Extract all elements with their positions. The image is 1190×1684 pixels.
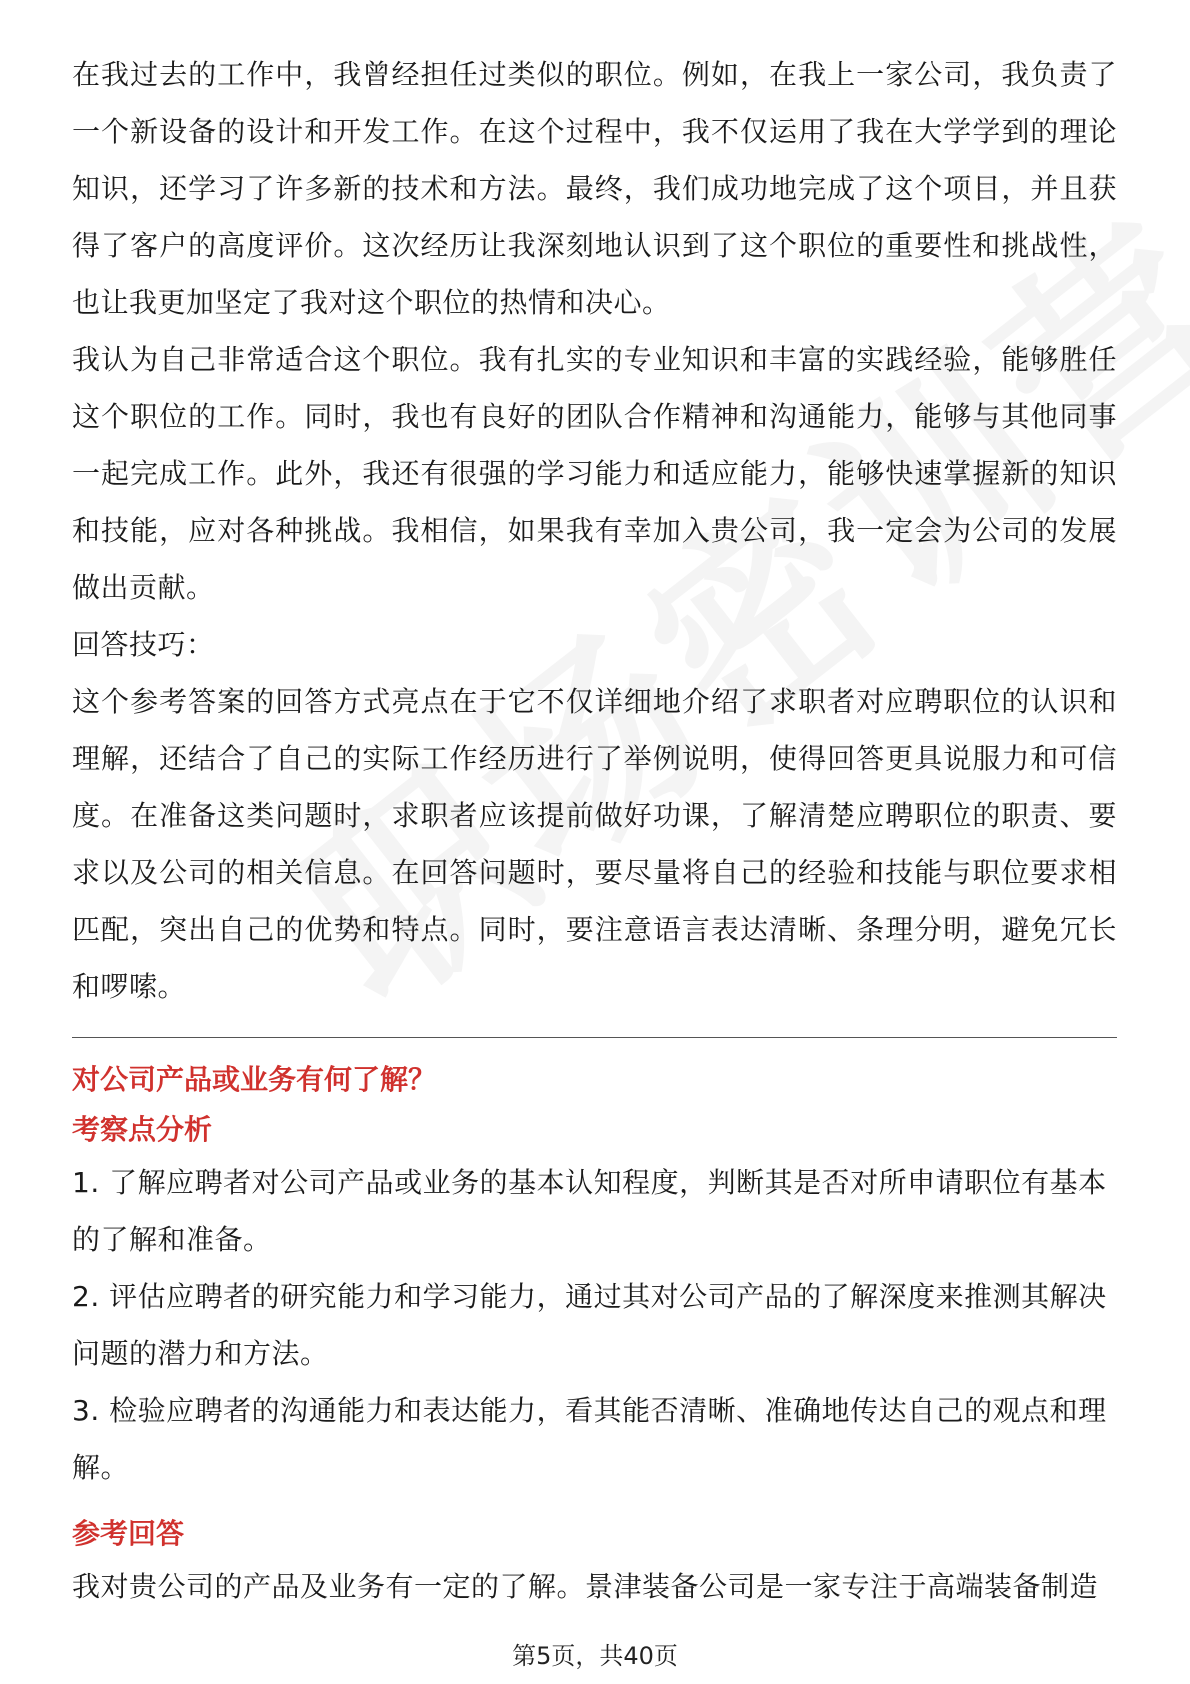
page-content	[72, 46, 1117, 1615]
paragraph-answer-tips: 这个参考答案的回答方式亮点在于它不仅详细地介绍了求职者对应聘职位的认识和理解，还结合了自己的实际工作经历进行了举例说明，使得回答更具说服力和可信度。在准备这类问题时，求职者应该提前做好功课，了解清楚应聘职位的职责、要求以及公司的相关信息。在回答问题时，要尽量将自己的经验和技能与职位要求相匹配，突出自己的优势和特点。同时，要注意语言表达清晰、条理分明，避免冗长和啰嗦。	[72, 685, 1117, 1003]
answer-heading: 参考回答	[72, 1517, 185, 1550]
paragraph-self-fit: 我认为自己非常适合这个职位。我有扎实的专业知识和丰富的实践经验，能够胜任这个职位的工作。同时，我也有良好的团队合作精神和沟通能力，能够与其他同事一起完成工作。此外，我还有很强的学习能力和适应能力，能够快速掌握新的知识和技能，应对各种挑战。我相信，如果我有幸加入贵公司，我一定会为公司的发展做出贡献。	[72, 343, 1117, 604]
analysis-item-2: 2. 评估应聘者的研究能力和学习能力，通过其对公司产品的了解深度来推测其解决问题的潜力和方法。	[72, 1280, 1107, 1370]
analysis-item-3: 3. 检验应聘者的沟通能力和表达能力，看其能否清晰、准确地传达自己的观点和理解。	[72, 1394, 1107, 1484]
paragraph-past-experience: 在我过去的工作中，我曾经担任过类似的职位。例如，在我上一家公司，我负责了一个新设备的设计和开发工作。在这个过程中，我不仅运用了我在大学学到的理论知识，还学习了许多新的技术和方法。最终，我们成功地完成了这个项目，并且获得了客户的高度评价。这次经历让我深刻地认识到了这个职位的重要性和挑战性，也让我更加坚定了我对这个职位的热情和决心。	[72, 58, 1117, 319]
analysis-item-1: 1. 了解应聘者对公司产品或业务的基本认知程度，判断其是否对所申请职位有基本的了解和准备。	[72, 1166, 1107, 1256]
answer-tips-label: 回答技巧：	[72, 628, 215, 661]
page-footer: 第5页，共40页	[512, 1642, 678, 1670]
question-title: 对公司产品或业务有何了解？	[72, 1063, 437, 1096]
section-divider	[72, 1037, 1117, 1038]
analysis-heading: 考察点分析	[72, 1113, 213, 1146]
answer-text: 我对贵公司的产品及业务有一定的了解。景津装备公司是一家专注于高端装备制造	[72, 1570, 1099, 1603]
